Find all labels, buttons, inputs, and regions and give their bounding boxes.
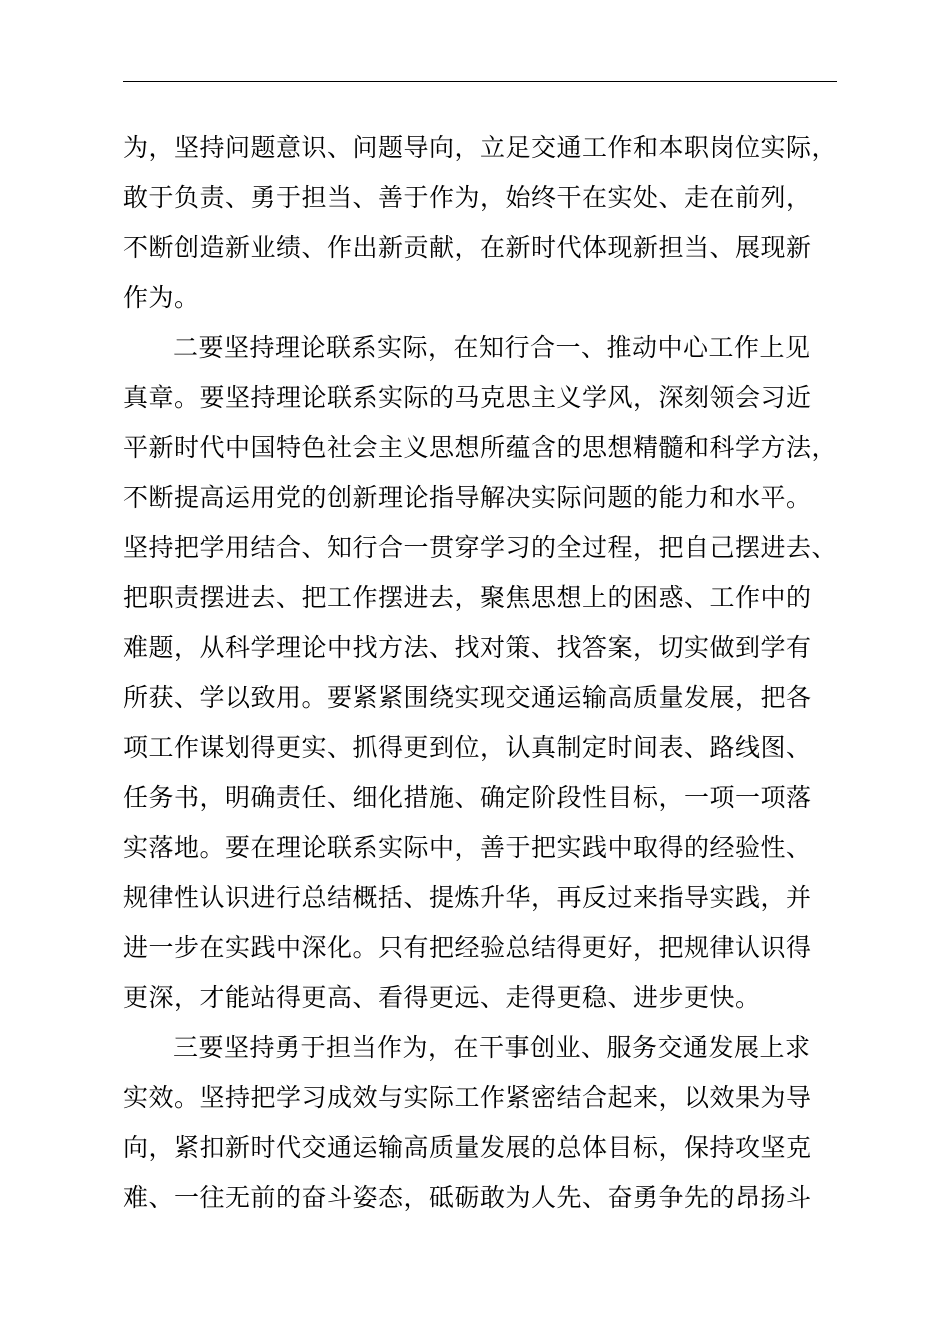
text-line: 所获、学以致用。要紧紧围绕实现交通运输高质量发展，把各 [123,683,812,712]
text-line: 平新时代中国特色社会主义思想所蕴含的思想精髓和科学方法， [123,433,838,462]
text-line: 不断创造新业绩、作出新贡献，在新时代体现新担当、展现新 [123,233,812,262]
text-line: 实效。坚持把学习成效与实际工作紧密结合起来，以效果为导 [123,1083,812,1112]
text-line: 任务书，明确责任、细化措施、确定阶段性目标，一项一项落 [123,783,812,812]
text-line: 把职责摆进去、把工作摆进去，聚焦思想上的困惑、工作中的 [123,583,812,612]
text-line: 向，紧扣新时代交通运输高质量发展的总体目标，保持攻坚克 [123,1133,812,1162]
text-line: 不断提高运用党的创新理论指导解决实际问题的能力和水平。 [123,483,812,512]
paragraph-start-line: 二要坚持理论联系实际，在知行合一、推动中心工作上见 [173,333,811,362]
header-rule [123,81,837,82]
text-line: 实落地。要在理论联系实际中，善于把实践中取得的经验性、 [123,833,812,862]
text-line: 难、一往无前的奋斗姿态，砥砺敢为人先、奋勇争先的昂扬斗 [123,1183,812,1212]
text-line: 坚持把学用结合、知行合一贯穿学习的全过程，把自己摆进去、 [123,533,838,562]
text-line: 难题，从科学理论中找方法、找对策、找答案，切实做到学有 [123,633,812,662]
paragraph-start-line: 三要坚持勇于担当作为，在干事创业、服务交通发展上求 [173,1033,811,1062]
text-line: 项工作谋划得更实、抓得更到位，认真制定时间表、路线图、 [123,733,812,762]
text-line: 真章。要坚持理论联系实际的马克思主义学风，深刻领会习近 [123,383,812,412]
text-line: 敢于负责、勇于担当、善于作为，始终干在实处、走在前列， [123,183,812,212]
text-line: 更深，才能站得更高、看得更远、走得更稳、进步更快。 [123,983,761,1012]
text-line: 为，坚持问题意识、问题导向，立足交通工作和本职岗位实际， [123,133,838,162]
text-line: 规律性认识进行总结概括、提炼升华，再反过来指导实践，并 [123,883,812,912]
text-line: 进一步在实践中深化。只有把经验总结得更好，把规律认识得 [123,933,812,962]
text-line: 作为。 [123,283,200,312]
